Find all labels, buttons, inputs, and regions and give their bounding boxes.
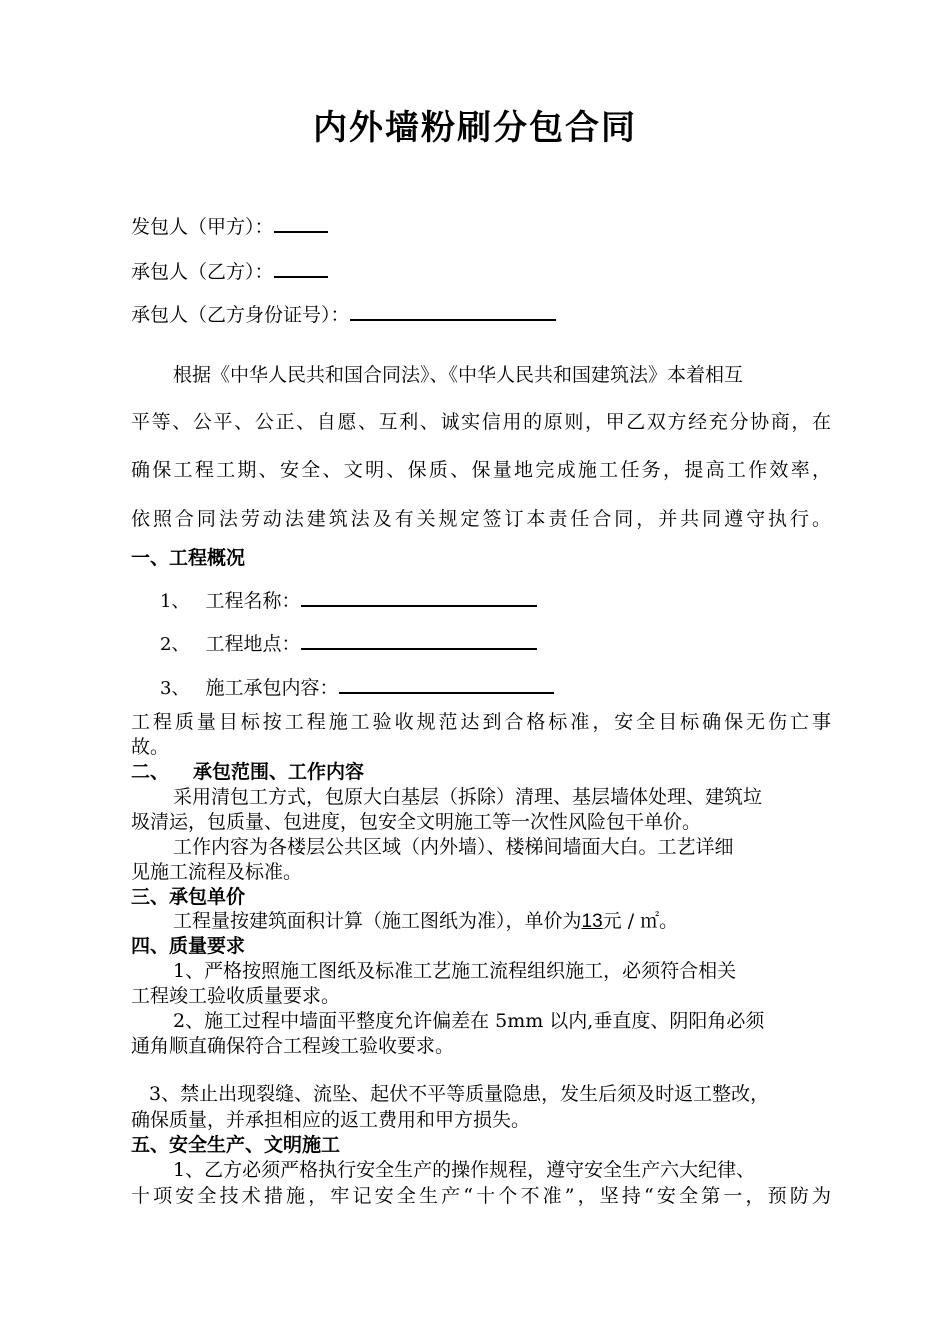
quality-target-line-2: 故。: [131, 736, 170, 758]
project-location-blank[interactable]: [301, 630, 537, 650]
section2-heading-num: 二、: [131, 761, 170, 783]
section4-item1-line-2: 工程竣工验收质量要求。: [131, 985, 341, 1007]
item-number: 3、: [160, 678, 190, 699]
item-number: 1、: [160, 591, 190, 612]
section5-heading: 五、安全生产、文明施工: [131, 1134, 341, 1156]
unit-price-unit: 元 / ㎡。: [602, 910, 679, 932]
section4-item1-line-1: 1、严格按照施工图纸及标准工艺施工流程组织施工，必须符合相关: [173, 960, 737, 982]
section5-item1-line-1: 1、乙方必须严格执行安全生产的操作规程，遵守安全生产六大纪律、: [173, 1159, 756, 1181]
project-location-line: [160, 629, 537, 656]
section2-p2-line-1: 工作内容为各楼层公共区域（内外墙）、楼梯间墙面大白。工艺详细: [173, 836, 734, 858]
section2-heading: [131, 757, 364, 784]
intro-line-1: 根据《中华人民共和国合同法》、《中华人民共和国建筑法》本着相互: [173, 364, 744, 386]
contract-scope-blank[interactable]: [339, 674, 554, 694]
project-name-label: 工程名称：: [205, 590, 301, 612]
project-name-line: [160, 586, 537, 613]
contract-scope-label: 施工承包内容：: [205, 677, 339, 699]
section2-p1-line-2: 圾清运，包质量、包进度，包安全文明施工等一次性风险包干单价。: [131, 811, 702, 833]
contractor-line: [131, 257, 328, 284]
quality-target-line-1: 工程质量目标按工程施工验收规范达到合格标准，安全目标确保无伤亡事: [131, 711, 831, 733]
contractor-blank[interactable]: [274, 258, 328, 278]
section2-heading-text: 承包范围、工作内容: [193, 761, 365, 783]
section2-p1-line-1: 采用清包工方式，包原大白基层（拆除）清理、基层墙体处理、建筑垃: [173, 786, 763, 808]
document-title: 内外墙粉刷分包合同: [313, 108, 637, 148]
project-name-blank[interactable]: [301, 587, 537, 607]
section1-heading: 一、工程概况: [131, 547, 246, 569]
unit-price-value: 13: [581, 911, 603, 932]
section4-item2-line-1: 2、施工过程中墙面平整度允许偏差在 5mm 以内,垂直度、阴阳角必须: [173, 1010, 765, 1032]
project-location-label: 工程地点：: [205, 633, 301, 655]
contractor-id-label: 承包人（乙方身份证号）：: [131, 304, 350, 326]
intro-line-3: 确保工程工期、安全、文明、保质、保量地完成施工任务，提高工作效率，: [131, 459, 831, 481]
unit-price-text: 工程量按建筑面积计算（施工图纸为准），单价为: [173, 910, 582, 932]
section4-heading: 四、质量要求: [131, 935, 246, 957]
unit-price-line: [173, 906, 678, 933]
section4-item2-line-2: 通角顺直确保符合工程竣工验收要求。: [131, 1035, 455, 1057]
section2-p2-line-2: 见施工流程及标准。: [131, 861, 303, 883]
section5-item1-line-2: 十项安全技术措施，牢记安全生产“十个不准”，坚持“安全第一，预防为: [131, 1185, 831, 1207]
contractor-id-line: [131, 300, 556, 327]
employer-blank[interactable]: [274, 213, 328, 233]
intro-line-4: 依照合同法劳动法建筑法及有关规定签订本责任合同，并共同遵守执行。: [131, 508, 831, 530]
contractor-label: 承包人（乙方）：: [131, 261, 274, 283]
section3-heading: 三、承包单价: [131, 886, 246, 908]
intro-line-2: 平等、公平、公正、自愿、互利、诚实信用的原则，甲乙双方经充分协商，在: [131, 411, 831, 433]
employer-line: [131, 212, 328, 239]
section4-item3-line-2: 确保质量，并承担相应的返工费用和甲方损失。: [131, 1109, 531, 1131]
contractor-id-blank[interactable]: [350, 301, 556, 321]
section4-item3-line-1: 3、禁止出现裂缝、流坠、起伏不平等质量隐患，发生后须及时返工整改，: [149, 1083, 770, 1105]
item-number: 2、: [160, 634, 190, 655]
contract-scope-line: [160, 673, 554, 700]
employer-label: 发包人（甲方）：: [131, 216, 274, 238]
